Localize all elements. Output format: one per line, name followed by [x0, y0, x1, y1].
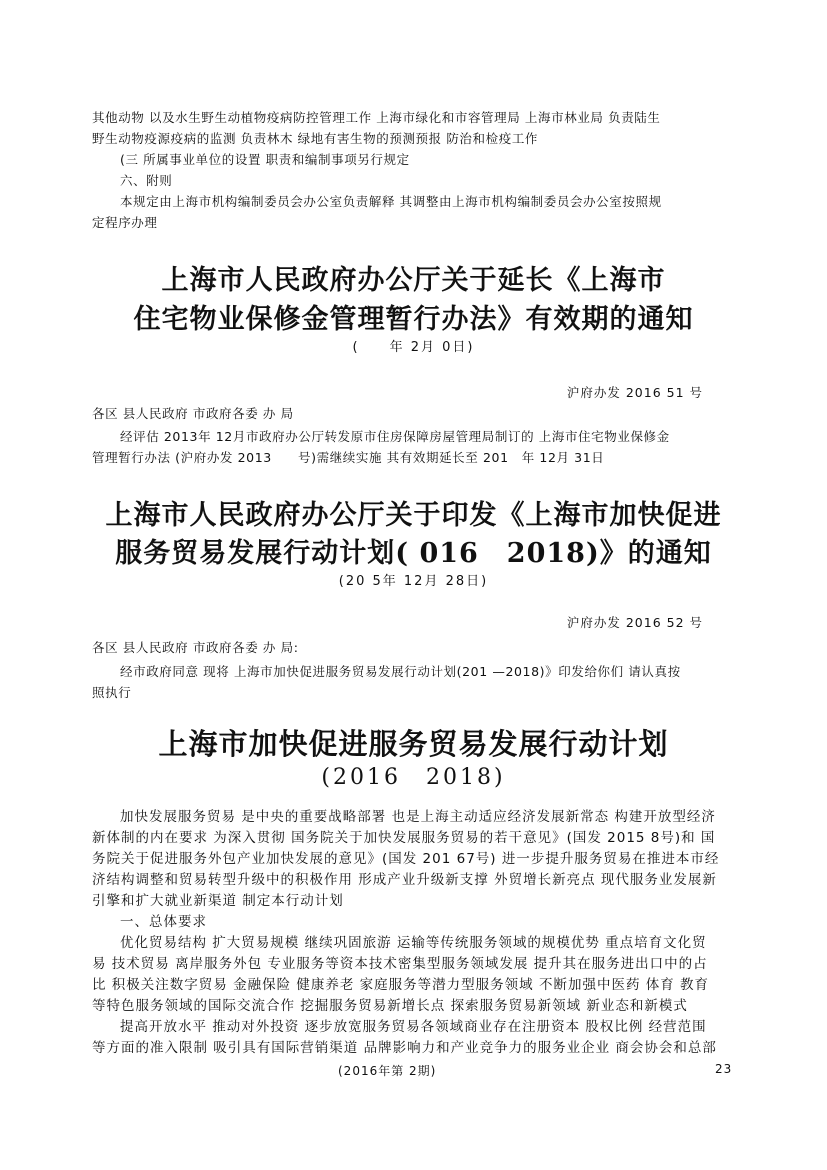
- notice2-body-line-2: 照执行: [92, 685, 132, 700]
- plan-req1-line-4: 等特色服务领域的国际交流合作 挖掘服务贸易新增长点 探索服务贸易新领域 新业态和新模式: [92, 998, 688, 1014]
- plan-paragraph-line-2: 新体制的内在要求 为深入贯彻 国务院关于加快发展服务贸易的若干意见》(国发 2015 8号)和 国: [92, 830, 716, 846]
- section1-line-6: 定程序办理: [92, 215, 158, 230]
- notice2-doc-number: 沪府办发 2016 52 号: [566, 615, 703, 630]
- notice1-body-line-1: 经评估 2013年 12月市政府办公厅转发原市住房保障房屋管理局制订的 上海市住宅物业保修金: [120, 429, 670, 444]
- plan-paragraph-line-3: 务院关于促进服务外包产业加快发展的意见》(国发 201 67号) 进一步提升服务贸易在推进本市经: [92, 851, 720, 867]
- notice1-title-line-1: 上海市人民政府办公厅关于延长《上海市: [161, 265, 666, 296]
- notice1-body-line-2: 管理暂行办法 (沪府办发 2013 号)需继续实施 其有效期延长至 201 年 12月 31日: [92, 450, 605, 465]
- section1-line-1: 其他动物 以及水生野生动植物疫病防控管理工作 上海市绿化和市容管理局 上海市林业局 负责陆生: [92, 110, 661, 125]
- notice2-title-line-2: 服务贸易发展行动计划( 016 2018)》的通知: [115, 538, 712, 569]
- notice1-addressee: 各区 县人民政府 市政府各委 办 局: [92, 406, 294, 421]
- notice1-doc-number: 沪府办发 2016 51 号: [566, 385, 703, 400]
- notice2-body-line-1: 经市政府同意 现将 上海市加快促进服务贸易发展行动计划(201 —2018)》印发给你们 请认真按: [120, 664, 681, 679]
- notice1-title-line-2: 住宅物业保修金管理暂行办法》有效期的通知: [133, 304, 694, 335]
- plan-req1-line-1: 优化贸易结构 扩大贸易规模 继续巩固旅游 运输等传统服务领域的规模优势 重点培育文化贸: [120, 935, 707, 951]
- plan-subtitle: (2016 2018): [321, 765, 506, 790]
- notice2-addressee: 各区 县人民政府 市政府各委 办 局:: [92, 640, 299, 655]
- plan-paragraph-line-4: 济结构调整和贸易转型升级中的积极作用 形成产业升级新支撑 外贸增长新亮点 现代服务业发展新: [92, 872, 717, 888]
- plan-req2-line-1: 提高开放水平 推动对外投资 逐步放宽服务贸易各领域商业存在注册资本 股权比例 经营范围: [120, 1019, 707, 1035]
- plan-paragraph-line-5: 引擎和扩大就业新渠道 制定本行动计划: [92, 893, 344, 909]
- plan-req1-line-3: 比 积极关注数字贸易 金融保险 健康养老 家庭服务等潜力型服务领域 不断加强中医药 体育 教育: [92, 977, 710, 993]
- section1-line-4: 六、附则: [120, 173, 173, 188]
- plan-paragraph-line-1: 加快发展服务贸易 是中央的重要战略部署 也是上海主动适应经济发展新常态 构建开放型经济: [120, 809, 716, 825]
- footer-page-number: 23: [715, 1062, 733, 1076]
- section1-line-3: (三 所属事业单位的设置 职责和编制事项另行规定: [120, 152, 410, 167]
- section1-line-2: 野生动物疫源疫病的监测 负责林木 绿地有害生物的预测预报 防治和检疫工作: [92, 131, 539, 146]
- notice1-date: ( 年 2月 0日): [352, 340, 475, 355]
- plan-section-heading: 一、总体要求: [120, 914, 207, 930]
- plan-title: 上海市加快促进服务贸易发展行动计划: [158, 727, 669, 761]
- section1-line-5: 本规定由上海市机构编制委员会办公室负责解释 其调整由上海市机构编制委员会办公室按照规: [120, 194, 662, 209]
- plan-req1-line-2: 易 技术贸易 离岸服务外包 专业服务等资本技术密集型服务领域发展 提升其在服务进出口中的占: [92, 956, 708, 972]
- notice2-title-line-1: 上海市人民政府办公厅关于印发《上海市加快促进: [105, 500, 722, 531]
- footer-issue: (2016年第 2期): [338, 1064, 437, 1078]
- notice2-date: (20 5年 12月 28日): [338, 574, 489, 589]
- plan-req2-line-2: 等方面的准入限制 吸引具有国际营销渠道 品牌影响力和产业竞争力的服务业企业 商会协会和总部: [92, 1040, 717, 1056]
